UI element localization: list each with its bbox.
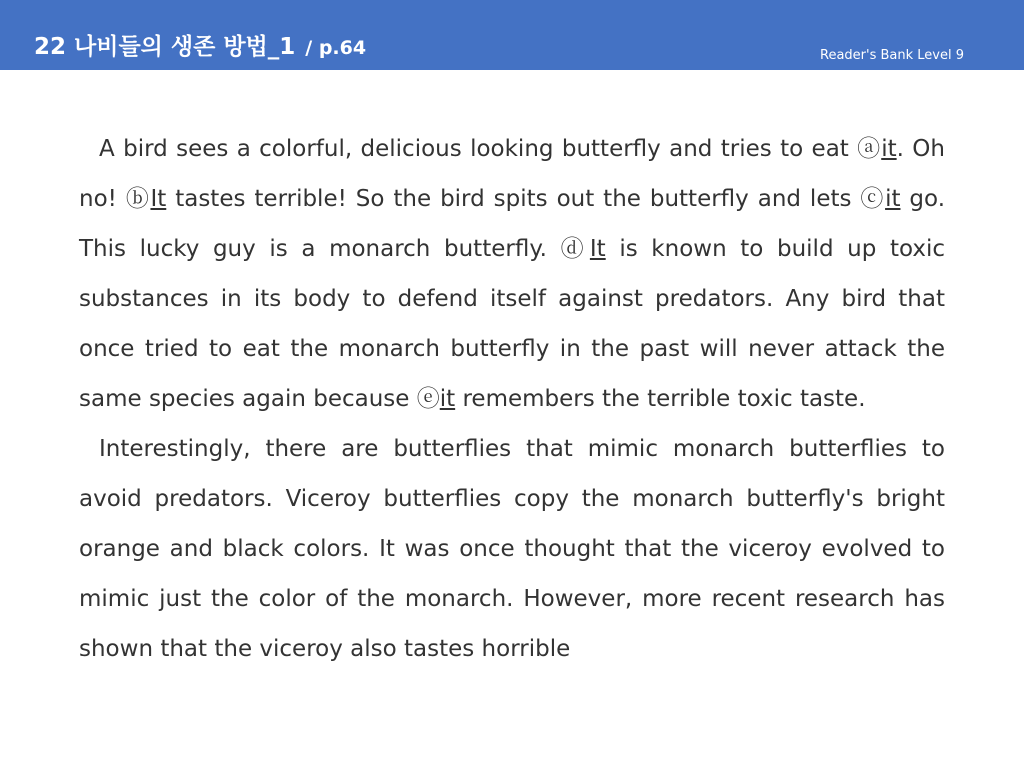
underlined-word-b: It	[150, 186, 167, 212]
slide-title	[34, 28, 366, 61]
marker-a: ⓐ	[857, 136, 882, 162]
paragraph-2: Interestingly, there are butterflies that mimic monarch butterflies to avoid predators. Viceroy butterflies copy the monarch butterfly's bright orange and black colors. It was once thought that the viceroy evolved to mimic just the color of the monarch. However, more recent research has shown that the viceroy also tastes horrible	[79, 436, 945, 662]
underlined-word-d: It	[589, 236, 606, 262]
marker-c: ⓒ	[860, 186, 886, 212]
underlined-word-a: it	[881, 136, 897, 162]
brand-label: Reader's Bank Level 9	[820, 48, 964, 63]
text-segment: . Oh no!	[79, 136, 945, 212]
text-segment: is known to build up toxic substances in its body to defend itself against predators. Any bird that once tried to eat the monarch butterfly in the past will never attack the same species again because	[79, 236, 945, 412]
paragraph-1	[79, 124, 945, 424]
passage	[79, 124, 945, 674]
text-segment: go. This lucky guy is a monarch butterfly.	[79, 186, 946, 262]
marker-d: ⓓ	[560, 236, 590, 262]
text-segment: tastes terrible! So the bird spits out the butterfly and lets	[166, 186, 861, 212]
marker-e: ⓔ	[416, 386, 440, 412]
underlined-word-e: it	[439, 386, 456, 412]
text-segment: A bird sees a colorful, delicious looking butterfly and tries to eat	[99, 136, 858, 162]
text-segment: remembers the terrible toxic taste.	[455, 386, 866, 412]
marker-b: ⓑ	[125, 186, 151, 212]
slide-header	[0, 0, 1024, 70]
underlined-word-c: it	[885, 186, 901, 212]
page-reference: / p.64	[305, 37, 367, 59]
title-text: 22 나비들의 생존 방법_1	[34, 34, 296, 60]
